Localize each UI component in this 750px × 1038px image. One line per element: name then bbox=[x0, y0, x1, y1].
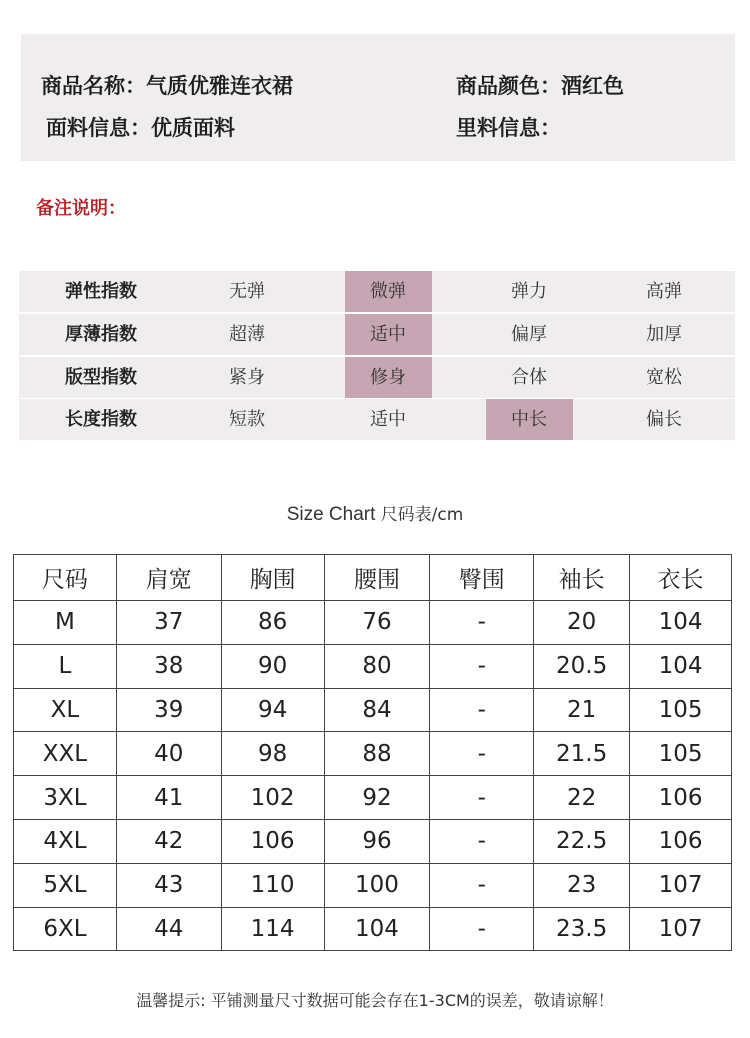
table-cell: 102 bbox=[221, 776, 324, 820]
table-cell: 20.5 bbox=[534, 644, 630, 688]
table-row bbox=[14, 644, 732, 688]
table-row bbox=[14, 907, 732, 951]
size-chart-title-en: Size Chart bbox=[286, 504, 376, 525]
table-cell: - bbox=[430, 819, 534, 863]
table-cell: 90 bbox=[221, 644, 324, 688]
table-cell: 6XL bbox=[14, 907, 117, 951]
product-info-panel bbox=[21, 34, 735, 161]
remark-heading: 备注说明： bbox=[36, 198, 126, 219]
size-chart-header-cell: 胸围 bbox=[221, 555, 324, 601]
index-row bbox=[19, 399, 735, 440]
table-cell: 3XL bbox=[14, 776, 117, 820]
table-cell: M bbox=[14, 601, 117, 645]
table-cell: 107 bbox=[630, 907, 732, 951]
table-cell: 96 bbox=[324, 819, 430, 863]
table-cell: 21.5 bbox=[534, 732, 630, 776]
table-row bbox=[14, 688, 732, 732]
table-cell: 39 bbox=[116, 688, 221, 732]
table-cell: 106 bbox=[630, 776, 732, 820]
table-cell: 23.5 bbox=[534, 907, 630, 951]
index-row bbox=[19, 314, 735, 355]
lining-info-label: 里料信息： bbox=[456, 116, 561, 140]
index-row bbox=[19, 357, 735, 398]
table-cell: 5XL bbox=[14, 863, 117, 907]
index-option: 短款 bbox=[229, 409, 265, 430]
index-label: 长度指数 bbox=[65, 409, 137, 430]
table-cell: XL bbox=[14, 688, 117, 732]
table-cell: 23 bbox=[534, 863, 630, 907]
size-chart-title bbox=[0, 500, 750, 526]
size-chart-header-cell: 腰围 bbox=[324, 555, 430, 601]
product-color-value: 酒红色 bbox=[561, 74, 624, 98]
lining-info bbox=[456, 112, 561, 142]
fabric-info-label: 面料信息： bbox=[46, 116, 151, 140]
table-cell: 20 bbox=[534, 601, 630, 645]
index-option: 紧身 bbox=[229, 367, 265, 388]
product-name-value: 气质优雅连衣裙 bbox=[146, 74, 293, 98]
table-cell: 76 bbox=[324, 601, 430, 645]
table-cell: XXL bbox=[14, 732, 117, 776]
index-label: 版型指数 bbox=[65, 367, 137, 388]
size-chart-header-cell: 袖长 bbox=[534, 555, 630, 601]
table-cell: - bbox=[430, 907, 534, 951]
index-option: 弹力 bbox=[511, 281, 547, 302]
table-cell: 86 bbox=[221, 601, 324, 645]
size-chart-table bbox=[13, 554, 732, 951]
index-option-selected: 微弹 bbox=[345, 271, 432, 312]
table-cell: 44 bbox=[116, 907, 221, 951]
table-cell: 114 bbox=[221, 907, 324, 951]
index-option: 加厚 bbox=[646, 324, 682, 345]
index-option: 高弹 bbox=[646, 281, 682, 302]
table-cell: 106 bbox=[630, 819, 732, 863]
table-cell: 110 bbox=[221, 863, 324, 907]
size-chart-title-cn: 尺码表/cm bbox=[380, 505, 464, 525]
product-color bbox=[456, 70, 624, 100]
table-cell: L bbox=[14, 644, 117, 688]
table-cell: 92 bbox=[324, 776, 430, 820]
size-chart-header-cell: 衣长 bbox=[630, 555, 732, 601]
fabric-info-value: 优质面料 bbox=[151, 116, 235, 140]
table-cell: 22 bbox=[534, 776, 630, 820]
product-color-label: 商品颜色： bbox=[456, 74, 561, 98]
table-cell: 41 bbox=[116, 776, 221, 820]
size-chart-header-row bbox=[14, 555, 732, 601]
product-name-label: 商品名称： bbox=[41, 74, 146, 98]
table-cell: 94 bbox=[221, 688, 324, 732]
index-label: 厚薄指数 bbox=[65, 324, 137, 345]
measurement-note: 温馨提示: 平铺测量尺寸数据可能会存在1-3CM的误差，敬请谅解！ bbox=[136, 991, 614, 1010]
table-cell: 105 bbox=[630, 688, 732, 732]
table-cell: 84 bbox=[324, 688, 430, 732]
index-option-selected: 适中 bbox=[345, 314, 432, 355]
table-cell: - bbox=[430, 601, 534, 645]
table-cell: 104 bbox=[630, 601, 732, 645]
product-name bbox=[41, 70, 293, 100]
table-cell: 104 bbox=[324, 907, 430, 951]
table-row bbox=[14, 601, 732, 645]
table-cell: 106 bbox=[221, 819, 324, 863]
table-cell: 88 bbox=[324, 732, 430, 776]
table-cell: 38 bbox=[116, 644, 221, 688]
index-option: 宽松 bbox=[646, 367, 682, 388]
table-cell: 4XL bbox=[14, 819, 117, 863]
table-cell: - bbox=[430, 688, 534, 732]
index-option: 超薄 bbox=[229, 324, 265, 345]
index-option: 合体 bbox=[511, 367, 547, 388]
table-cell: 80 bbox=[324, 644, 430, 688]
table-cell: - bbox=[430, 863, 534, 907]
table-row bbox=[14, 732, 732, 776]
table-cell: 40 bbox=[116, 732, 221, 776]
index-option: 偏长 bbox=[646, 409, 682, 430]
table-cell: 42 bbox=[116, 819, 221, 863]
size-chart-header-cell: 尺码 bbox=[14, 555, 117, 601]
table-row bbox=[14, 863, 732, 907]
index-label: 弹性指数 bbox=[65, 281, 137, 302]
table-cell: 37 bbox=[116, 601, 221, 645]
size-chart-header-cell: 臀围 bbox=[430, 555, 534, 601]
index-option-selected: 修身 bbox=[345, 357, 432, 398]
table-cell: 104 bbox=[630, 644, 732, 688]
table-cell: - bbox=[430, 644, 534, 688]
table-row bbox=[14, 819, 732, 863]
index-row bbox=[19, 271, 735, 312]
size-chart-header-cell: 肩宽 bbox=[116, 555, 221, 601]
table-cell: 100 bbox=[324, 863, 430, 907]
index-option: 偏厚 bbox=[511, 324, 547, 345]
table-cell: 21 bbox=[534, 688, 630, 732]
table-row bbox=[14, 776, 732, 820]
table-cell: 43 bbox=[116, 863, 221, 907]
table-cell: - bbox=[430, 776, 534, 820]
index-option-selected: 中长 bbox=[486, 399, 573, 440]
index-option: 无弹 bbox=[229, 281, 265, 302]
table-cell: 22.5 bbox=[534, 819, 630, 863]
table-cell: - bbox=[430, 732, 534, 776]
index-option: 适中 bbox=[370, 409, 406, 430]
fabric-info bbox=[46, 112, 235, 142]
table-cell: 107 bbox=[630, 863, 732, 907]
table-cell: 98 bbox=[221, 732, 324, 776]
table-cell: 105 bbox=[630, 732, 732, 776]
